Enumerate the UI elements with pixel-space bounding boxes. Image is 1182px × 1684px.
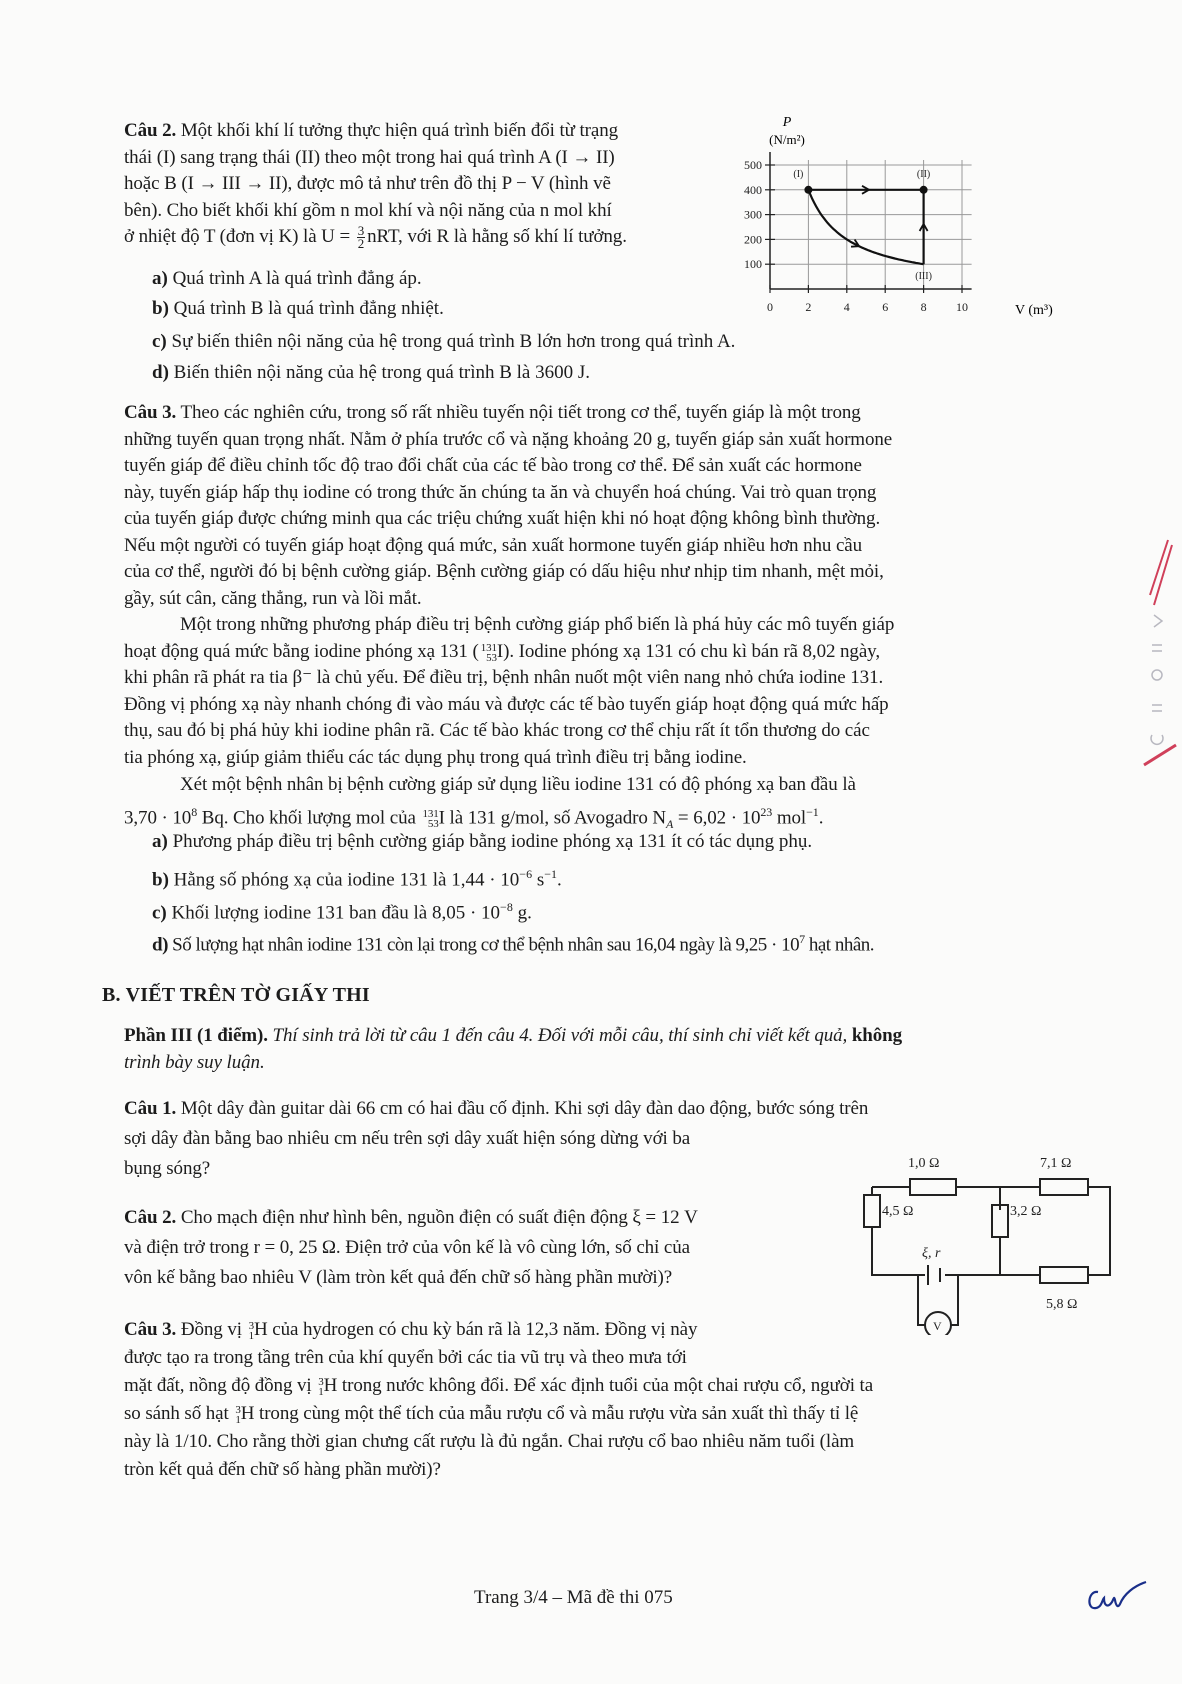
- x-axis-label: V (m³): [1015, 303, 1053, 318]
- part3-q2: Câu 2. Cho mạch điện như hình bên, nguồn điện có suất điện động ξ = 12 V và điện trở trong r = 0, 25 Ω. Điện trở của vôn kế là vô cùng lớn, số chỉ của vôn kế bằng bao nhiêu V (làm tròn kết quả đến chữ số hàng phần mười)?: [124, 1207, 698, 1288]
- q3-stem-para2: Một trong những phương pháp điều trị bệnh cường giáp phổ biến là phá hủy các mô tuyến giáp hoạt động quá mức bằng iodine phóng xạ 131 ( 131 53 I). Iodine phóng xạ 131 có chu kì bán rã 8,02 ngày, khi phân rã phát ra tia β⁻ là chủ yếu. Để điều trị, bệnh nhân nuốt một viên nang nhỏ chứa iodine 131. Đồng vị phóng xạ này nhanh chóng đi vào máu và được các tế bào tuyến giáp hoạt động quá mức hấp thụ, sau đó bị phá hủy khi iodine phân rã. Các tế bào khác trong cơ thể chịu rất ít tổn thương do các tia phóng xạ, giúp giảm thiểu các tác dụng phụ trong quá trình điều trị bằng iodine.: [124, 614, 895, 768]
- q2-line5: ở nhiệt độ T (đơn vị K) là U = $\frac{3}{2}$ nRT, với R là hằng số khí lí tưởng.: [124, 223, 627, 252]
- y-tick-label: 400: [744, 182, 762, 197]
- x-tick-label: 10: [956, 300, 968, 314]
- state-point: [920, 186, 928, 194]
- pv-chart: [740, 112, 1060, 327]
- y-tick-label: 300: [744, 207, 762, 222]
- y-tick-label: 500: [744, 158, 762, 172]
- page-footer: Trang 3/4 – Mã đề thi 075: [474, 1587, 673, 1608]
- resistor-7-1-ohm: [1040, 1179, 1088, 1195]
- margin-mark-icon: [1140, 535, 1180, 775]
- chart-series: [808, 186, 927, 264]
- q3-label: Câu 3.: [124, 402, 177, 423]
- q2-option-b: b) Quá trình B là quá trình đẳng nhiệt.: [152, 298, 444, 319]
- state-label: (II): [916, 168, 931, 180]
- q2-line2: thái (I) sang trạng thái (II) theo một trong hai quá trình A (I → II): [124, 146, 615, 168]
- part3-instructions: Phần III (1 điểm). Thí sinh trả lời từ câu 1 đến câu 4. Đối với mỗi câu, thí sinh chỉ viết kết quả, không trình bày suy luận.: [124, 1025, 903, 1073]
- q3-option-a: a) Phương pháp điều trị bệnh cường giáp bằng iodine phóng xạ 131 ít có tác dụng phụ.: [152, 831, 813, 852]
- isotope-i131: 131 53: [480, 641, 497, 664]
- q2-option-a: a) Quá trình A là quá trình đẳng áp.: [152, 268, 422, 289]
- label-voltmeter: V: [933, 1319, 942, 1333]
- y-axis-unit: (N/m²): [769, 132, 805, 147]
- state-label: (III): [915, 271, 932, 283]
- label-r4: 3,2 Ω: [1010, 1204, 1042, 1219]
- q2-line1: Một khối khí lí tưởng thực hiện quá trình biến đổi từ trạng: [180, 120, 619, 141]
- q2-line4: bên). Cho biết khối khí gồm n mol khí và nội năng của n mol khí: [124, 199, 612, 221]
- section-b-heading: B. VIẾT TRÊN TỜ GIẤY THI: [102, 984, 370, 1006]
- x-tick-label: 2: [805, 300, 812, 314]
- state-label: (I): [793, 168, 804, 180]
- q3-stem-para1: Câu 3. Theo các nghiên cứu, trong số rất nhiều tuyến nội tiết trong cơ thể, tuyến giáp là một trong những tuyến quan trọng nhất. Nằm ở phía trước cổ và nặng khoảng 20 g, tuyến giáp sản xuất hormone tuyến giáp để điều chỉnh tốc độ trao đổi chất của các tế bào trong cơ thể. Để sản xuất các hormone này, tuyến giáp hấp thụ iodine có trong thức ăn chúng ta ăn và chuyển hoá chúng. Vai trò quan trọng của tuyến giáp được chứng minh qua các triệu chứng xuất hiện khi nó hoạt động không bình thường. Nếu một người có tuyến giáp hoạt động quá mức, sản xuất hormone tuyến giáp nhiều hơn nhu cầu của cơ thể, người đó bị bệnh cường giáp. Bệnh cường giáp có dấu hiệu như nhịp tim nhanh, mệt mỏi, gầy, sút cân, căng thẳng, run và lồi mắt.: [124, 402, 893, 609]
- q2-stem: [124, 118, 744, 251]
- q2-line3: hoặc B (I → III → II), được mô tả như trên đồ thị P − V (hình vẽ: [124, 173, 611, 194]
- q2-option-d: d) Biến thiên nội năng của hệ trong quá trình B là 3600 J.: [152, 362, 590, 383]
- series-line-1: [808, 190, 923, 264]
- x-tick-label: 0: [767, 300, 773, 314]
- x-tick-label: 4: [843, 300, 850, 314]
- chart-axes: [744, 152, 972, 314]
- resistor-4-5-ohm: [864, 1195, 880, 1227]
- label-r3: 4,5 Ω: [882, 1204, 914, 1219]
- resistor-1-0-ohm: [910, 1179, 956, 1195]
- x-tick-label: 8: [920, 300, 927, 314]
- resistor-5-8-ohm: [1040, 1267, 1088, 1283]
- label-r1: 1,0 Ω: [908, 1156, 940, 1171]
- q2-label: Câu 2.: [124, 120, 177, 141]
- y-tick-label: 200: [744, 232, 762, 247]
- circuit-diagram: [850, 1145, 1120, 1335]
- part3-q3: Câu 3. Đồng vị 3 1 H của hydrogen có chu kỳ bán rã là 12,3 năm. Đồng vị này được tạo ra trong tầng trên của khí quyển bởi các tia vũ trụ và theo mưa tới mặt đất, nồng độ đồng vị 3 1 H trong nước không đổi. Để xác định tuổi của một chai rượu cổ, người ta so sánh số hạt 3 1 H trong cùng một thể tích của mẫu rượu cổ và mẫu rượu vừa sản xuất thì thấy tỉ lệ này là 1/10. Cho rằng thời gian chưng cất rượu là đủ ngắn. Chai rượu cổ bao nhiêu năm tuổi (làm tròn kết quả đến chữ số hàng phần mười)?: [124, 1319, 874, 1480]
- state-point: [804, 186, 812, 194]
- q3-stem-para3: Xét một bệnh nhân bị bệnh cường giáp sử dụng liều iodine 131 có độ phóng xạ ban đầu là $3,70 \cdot 10^8$ Bq. Cho khối lượng mol của 131 53 I là 131 g/mol, số Avogadro $N_A = 6,02 \cdot 10^{23}$ mol$^{-1}$.: [124, 774, 856, 831]
- q3-option-c: c) Khối lượng iodine 131 ban đầu là $8,05 \cdot 10^{-8}$ g.: [152, 900, 532, 924]
- q3-option-d: d) Số lượng hạt nhân iodine 131 còn lại trong cơ thể bệnh nhân sau 16,04 ngày là $9,25 \cdot 10^7$ hạt nhân.: [152, 932, 875, 956]
- y-tick-label: 100: [744, 257, 762, 272]
- signature-icon: [1080, 1578, 1150, 1618]
- q2-option-c: c) Sự biến thiên nội năng của hệ trong quá trình B lớn hơn trong quá trình A.: [152, 331, 736, 352]
- label-source: ξ, r: [922, 1246, 941, 1261]
- x-tick-label: 6: [882, 300, 889, 314]
- y-axis-label: P: [782, 115, 792, 130]
- fraction-3-2: $\frac{3}{2}$: [357, 223, 365, 252]
- q3-option-b: b) Hằng số phóng xạ của iodine 131 là $1,44 \cdot 10^{-6}$ $s^{-1}$.: [152, 867, 562, 891]
- part3-q1: Câu 1. Một dây đàn guitar dài 66 cm có hai đầu cố định. Khi sợi dây đàn dao động, bước sóng trên sợi dây đàn bằng bao nhiêu cm nếu trên sợi dây xuất hiện sóng dừng với ba bụng sóng?: [124, 1098, 869, 1179]
- label-r5: 5,8 Ω: [1046, 1297, 1078, 1312]
- label-r2: 7,1 Ω: [1040, 1156, 1072, 1171]
